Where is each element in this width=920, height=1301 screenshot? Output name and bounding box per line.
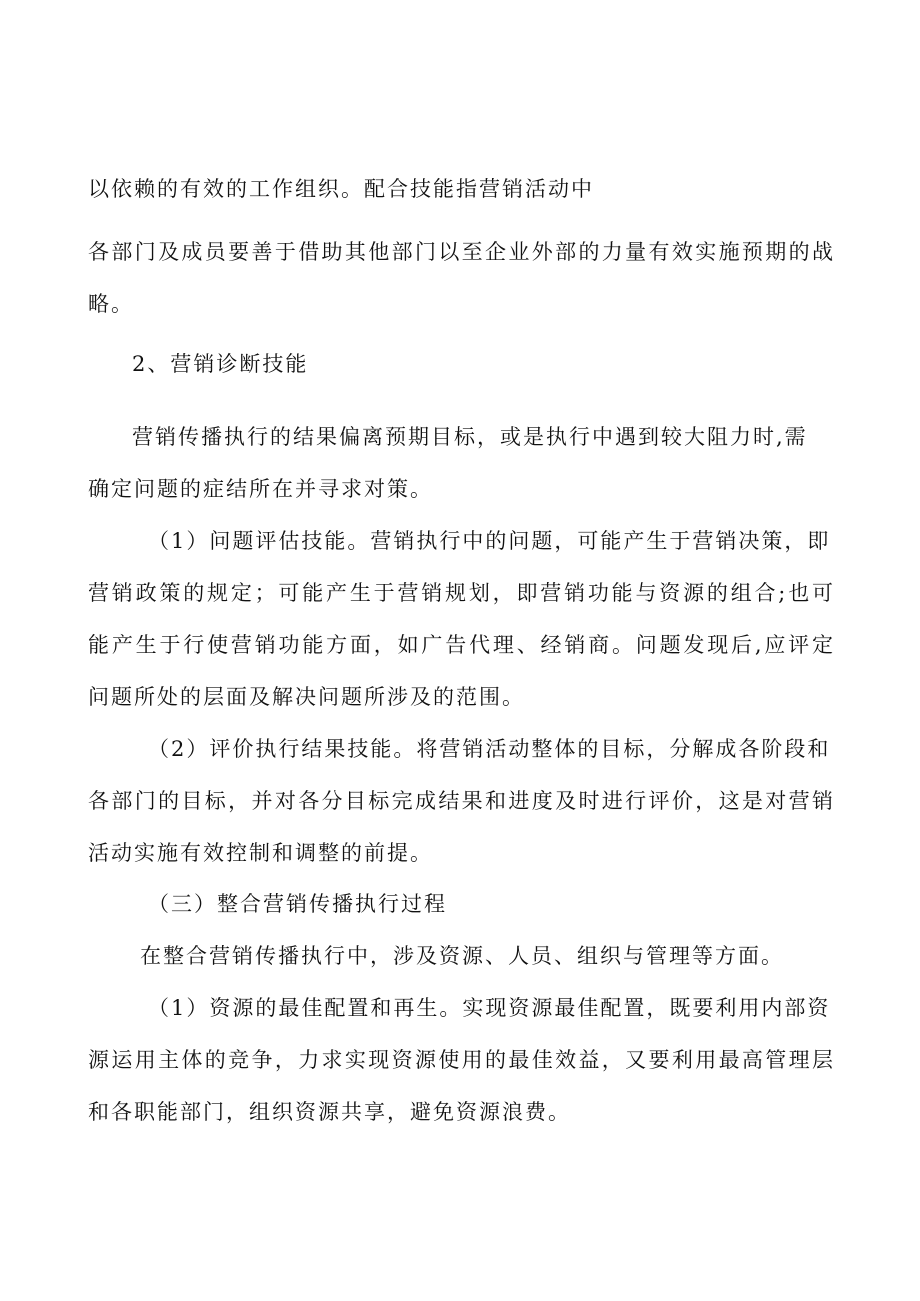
text-line: 略。 <box>88 292 134 316</box>
text-line: 确定问题的症结所在并寻求对策。 <box>88 477 433 501</box>
text-line: 和各职能部门，组织资源共享，避免资源浪费。 <box>88 1100 571 1124</box>
text-line: （2）评价执行结果技能。将营销活动整体的目标，分解成各阶段和 <box>148 737 831 761</box>
text-line: （1）资源的最佳配置和再生。实现资源最佳配置，既要利用内部资 <box>148 996 831 1020</box>
section-heading: （三）整合营销传播执行过程 <box>148 892 447 916</box>
text-line: 在整合营销传播执行中，涉及资源、人员、组织与管理等方面。 <box>140 944 784 968</box>
text-line: 营销传播执行的结果偏离预期目标，或是执行中遇到较大阻力时,需 <box>132 425 808 449</box>
section-heading: 2、营销诊断技能 <box>132 352 309 376</box>
text-line: 活动实施有效控制和调整的前提。 <box>88 841 433 865</box>
text-line: 各部门的目标，并对各分目标完成结果和进度及时进行评价，这是对营销 <box>88 789 833 813</box>
text-line: 源运用主体的竞争，力求实现资源使用的最佳效益，又要利用最高管理层 <box>88 1048 833 1072</box>
text-line: 以依赖的有效的工作组织。配合技能指营销活动中 <box>88 177 594 201</box>
text-line: （1）问题评估技能。营销执行中的问题，可能产生于营销决策，即 <box>148 529 831 553</box>
text-line: 能产生于行使营销功能方面，如广告代理、经销商。问题发现后,应评定 <box>88 633 833 657</box>
text-line: 各部门及成员要善于借助其他部门以至企业外部的力量有效实施预期的战 <box>88 240 833 264</box>
text-line: 营销政策的规定；可能产生于营销规划，即营销功能与资源的组合;也可 <box>88 581 833 605</box>
text-line: 问题所处的层面及解决问题所涉及的范围。 <box>88 685 525 709</box>
